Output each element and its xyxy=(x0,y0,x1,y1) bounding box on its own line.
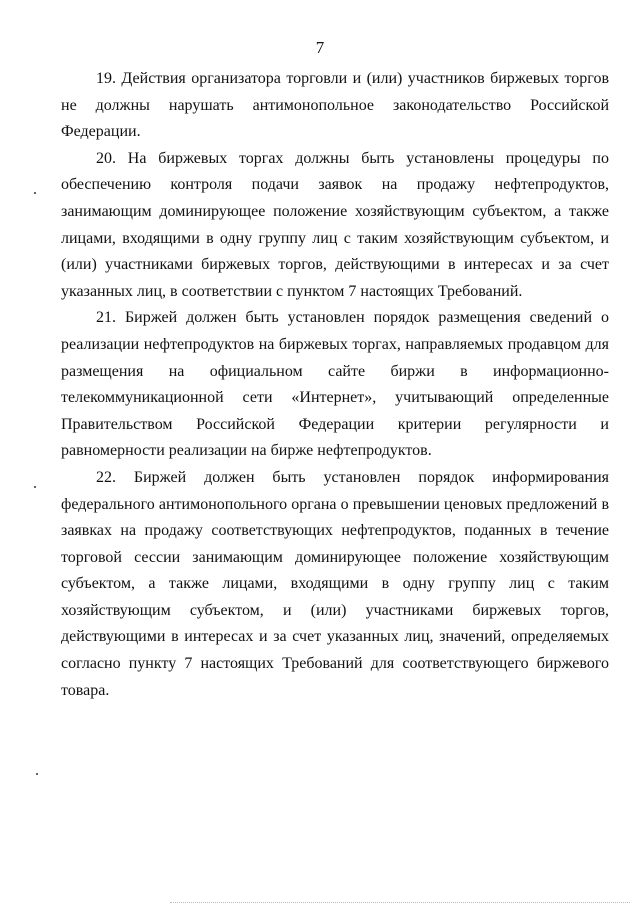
paragraph-19: 19. Действия организатора торговли и (или) участников биржевых торгов не должны нарушать антимонопольное законодательство Российской Федерации. xyxy=(61,70,609,141)
paragraph-21: 21. Биржей должен быть установлен порядок размещения сведений о реализации нефтепродуктов на биржевых торгах, направляемых продавцом для размещения на официальном сайте биржи в информационно-телекоммуникационной сети «Интернет», учитывающий определенные Правительством Российской Федерации критерии регулярности и равномерности реализации на бирже нефтепродуктов. xyxy=(61,309,609,460)
scan-speck xyxy=(36,773,38,775)
page-number: 7 xyxy=(315,38,325,57)
scan-edge-artifact xyxy=(170,901,630,903)
scan-speck xyxy=(34,486,36,488)
document-body xyxy=(61,66,609,704)
scan-speck xyxy=(34,192,36,194)
paragraph-20: 20. На биржевых торгах должны быть установлены процедуры по обеспечению контроля подачи заявок на продажу нефтепродуктов, занимающим доминирующее положение хозяйствующим субъектом, а также лицами, входящими в одну группу лиц с таким хозяйствующим субъектом, и (или) участниками биржевых торгов, действующими в интересах и за счет указанных лиц, в соответствии с пунктом 7 настоящих Требований. xyxy=(61,149,609,300)
paragraph-22: 22. Биржей должен быть установлен порядок информирования федерального антимонопольного органа о превышении ценовых предложений в заявках на продажу соответствующих нефтепродуктов, поданных в течение торговой сессии занимающим доминирующее положение хозяйствующим субъектом, а также лицами, входящими в одну группу лиц с таким хозяйствующим субъектом, и (или) участниками биржевых торгов, действующими в интересах и за счет указанных лиц, значений, определяемых согласно пункту 7 настоящих Требований для соответствующего биржевого товара. xyxy=(61,468,609,699)
